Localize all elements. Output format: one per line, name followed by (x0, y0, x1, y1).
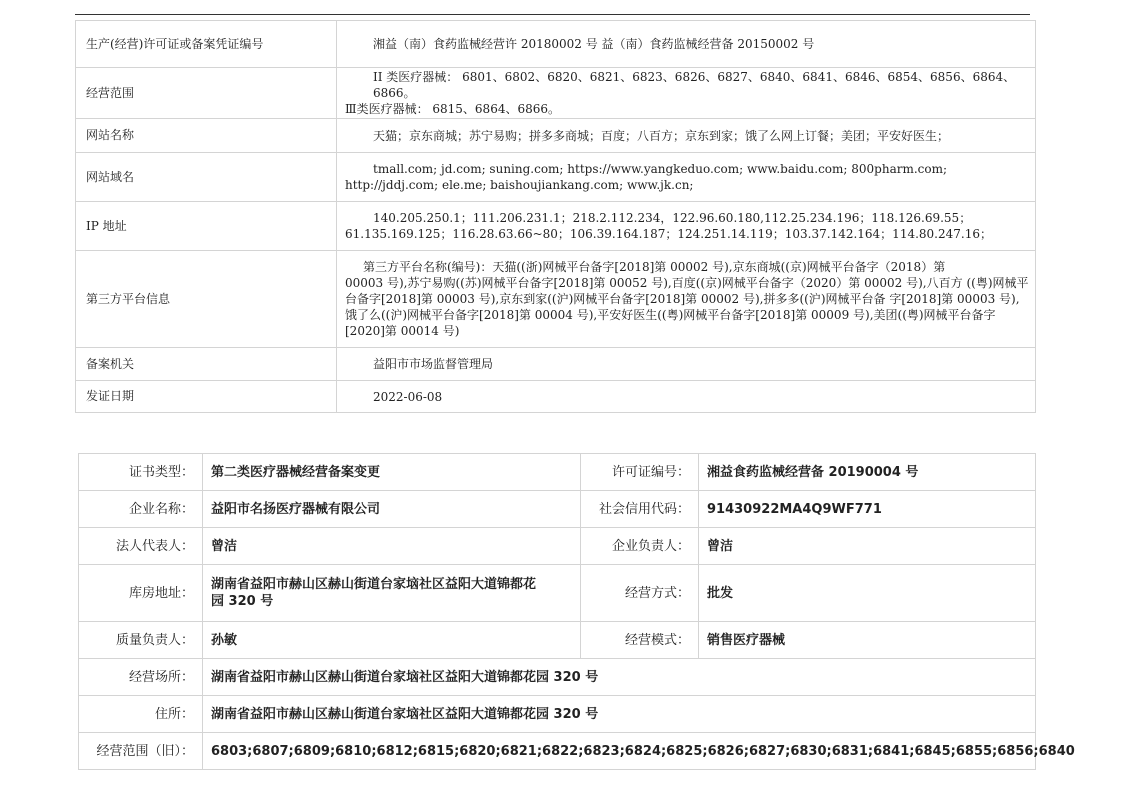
table-row (76, 202, 1036, 251)
row-label: 备案机关 (76, 348, 337, 381)
domain-line: tmall.com; jd.com; suning.com; https://www.yangkeduo.com; www.baidu.com; 800pharm.com; (373, 162, 948, 176)
mode-value: 批发 (699, 565, 1036, 622)
top-rule (75, 14, 1030, 15)
manager-value: 曾洁 (699, 528, 1036, 565)
table-row (79, 622, 1036, 659)
row-label: 网站域名 (76, 153, 337, 202)
row-label: 生产(经营)许可证或备案凭证编号 (76, 21, 337, 68)
platform-line: 第三方平台名称(编号)：天猫((浙)网械平台备字[2018]第 00002 号),京东商城((京)网械平台备字（2018）第 (363, 260, 946, 274)
residence-label: 住所： (79, 696, 203, 733)
scope-line: Ⅲ类医疗器械： 6815、6864、6866。 (345, 102, 561, 116)
scope-line: II 类医疗器械： 6801、6802、6820、6821、6823、6826、6827、6840、6841、6846、6854、6856、6864、6866。 (373, 70, 1016, 100)
residence-value: 湖南省益阳市赫山区赫山街道台家垴社区益阳大道锦都花园 320 号 (203, 696, 1036, 733)
pattern-label: 经营模式： (581, 622, 699, 659)
table-row (76, 381, 1036, 413)
row-label: 发证日期 (76, 381, 337, 413)
credit-code-value: 91430922MA4Q9WF771 (699, 491, 1036, 528)
warehouse-value-cont: 园 320 号 (211, 594, 274, 609)
table-row (76, 348, 1036, 381)
license-no-value: 湘益食药监械经营备 20190004 号 (699, 454, 1036, 491)
warehouse-value: 湖南省益阳市赫山区赫山街道台家垴社区益阳大道锦都花 (211, 577, 537, 592)
premises-label: 经营场所： (79, 659, 203, 696)
cert-type-label: 证书类型： (79, 454, 203, 491)
row-label: 第三方平台信息 (76, 251, 337, 348)
license-info-table (75, 20, 1036, 413)
credit-code-label: 社会信用代码： (581, 491, 699, 528)
table-row (76, 119, 1036, 153)
table-row (79, 565, 1036, 622)
table-row (76, 153, 1036, 202)
certificate-table (78, 453, 1075, 770)
issue-date: 2022-06-08 (373, 389, 443, 404)
scope-old-label: 经营范围（旧）： (79, 733, 203, 770)
warehouse-label: 库房地址： (79, 565, 203, 622)
ip-line: 61.135.169.125；116.28.63.66~80；106.39.164.187；124.251.14.119；103.37.142.164；114.80.247.16； (345, 227, 992, 241)
row-label: 网站名称 (76, 119, 337, 153)
company-value: 益阳市名扬医疗器械有限公司 (203, 491, 581, 528)
row-label: IP 地址 (76, 202, 337, 251)
pattern-value: 销售医疗器械 (699, 622, 1036, 659)
platform-line: 00003 号),苏宁易购((苏)网械平台备字[2018]第 00052 号),百度((京)网械平台备字（2020）第 00002 号),八百方 (345, 276, 963, 290)
domain-line: http://jddj.com; ele.me; baishoujiankang.com; www.jk.cn; (345, 178, 694, 192)
legal-rep-label: 法人代表人： (79, 528, 203, 565)
table-row (79, 696, 1036, 733)
quality-label: 质量负责人： (79, 622, 203, 659)
mode-label: 经营方式： (581, 565, 699, 622)
ip-line: 140.205.250.1；111.206.231.1；218.2.112.234，122.96.60.180,112.25.234.196；118.126.69.55； (373, 211, 972, 225)
legal-rep-value: 曾洁 (203, 528, 581, 565)
table-row (79, 528, 1036, 565)
platform-line: 00009 号),美团((粤)网械平台备字[2020]第 00014 号) (345, 308, 996, 338)
table-row (76, 251, 1036, 348)
platform-line: 字[2018]第 00003 号),饿了么((沪)网械平台备字[2018]第 00004 号),平安好医生((粤)网械平台备字[2018]第 (345, 292, 1020, 322)
quality-value: 孙敏 (203, 622, 581, 659)
website-names: 天猫；京东商城；苏宁易购；拼多多商城；百度；八百方；京东到家；饿了么网上订餐；美团；平安好医生； (373, 128, 950, 143)
company-label: 企业名称： (79, 491, 203, 528)
license-no-label: 许可证编号： (581, 454, 699, 491)
table-row (79, 659, 1036, 696)
manager-label: 企业负责人： (581, 528, 699, 565)
table-row (79, 454, 1036, 491)
table-row (76, 68, 1036, 119)
table-row (79, 491, 1036, 528)
table-row (79, 733, 1036, 770)
license-number-value: 湘益（南）食药监械经营许 20180002 号 益（南）食药监械经营备 20150002 号 (373, 37, 815, 51)
cert-type-value: 第二类医疗器械经营备案变更 (203, 454, 581, 491)
row-label: 经营范围 (76, 68, 337, 119)
premises-value: 湖南省益阳市赫山区赫山街道台家垴社区益阳大道锦都花园 320 号 (203, 659, 1036, 696)
table-row (76, 21, 1036, 68)
filing-authority: 益阳市市场监督管理局 (373, 357, 494, 371)
platform-line: ((粤)网械平台备字[2018]第 00003 号),京东到家((沪)网械平台备字[2018]第 00002 号),拼多多((沪)网械平台备 (345, 276, 1029, 306)
scope-old-value: 6803;6807;6809;6810;6812;6815;6820;6821;6822;6823;6824;6825;6826;6827;6830;6831;6841;6845;6855;6856;6840 (203, 733, 1036, 770)
